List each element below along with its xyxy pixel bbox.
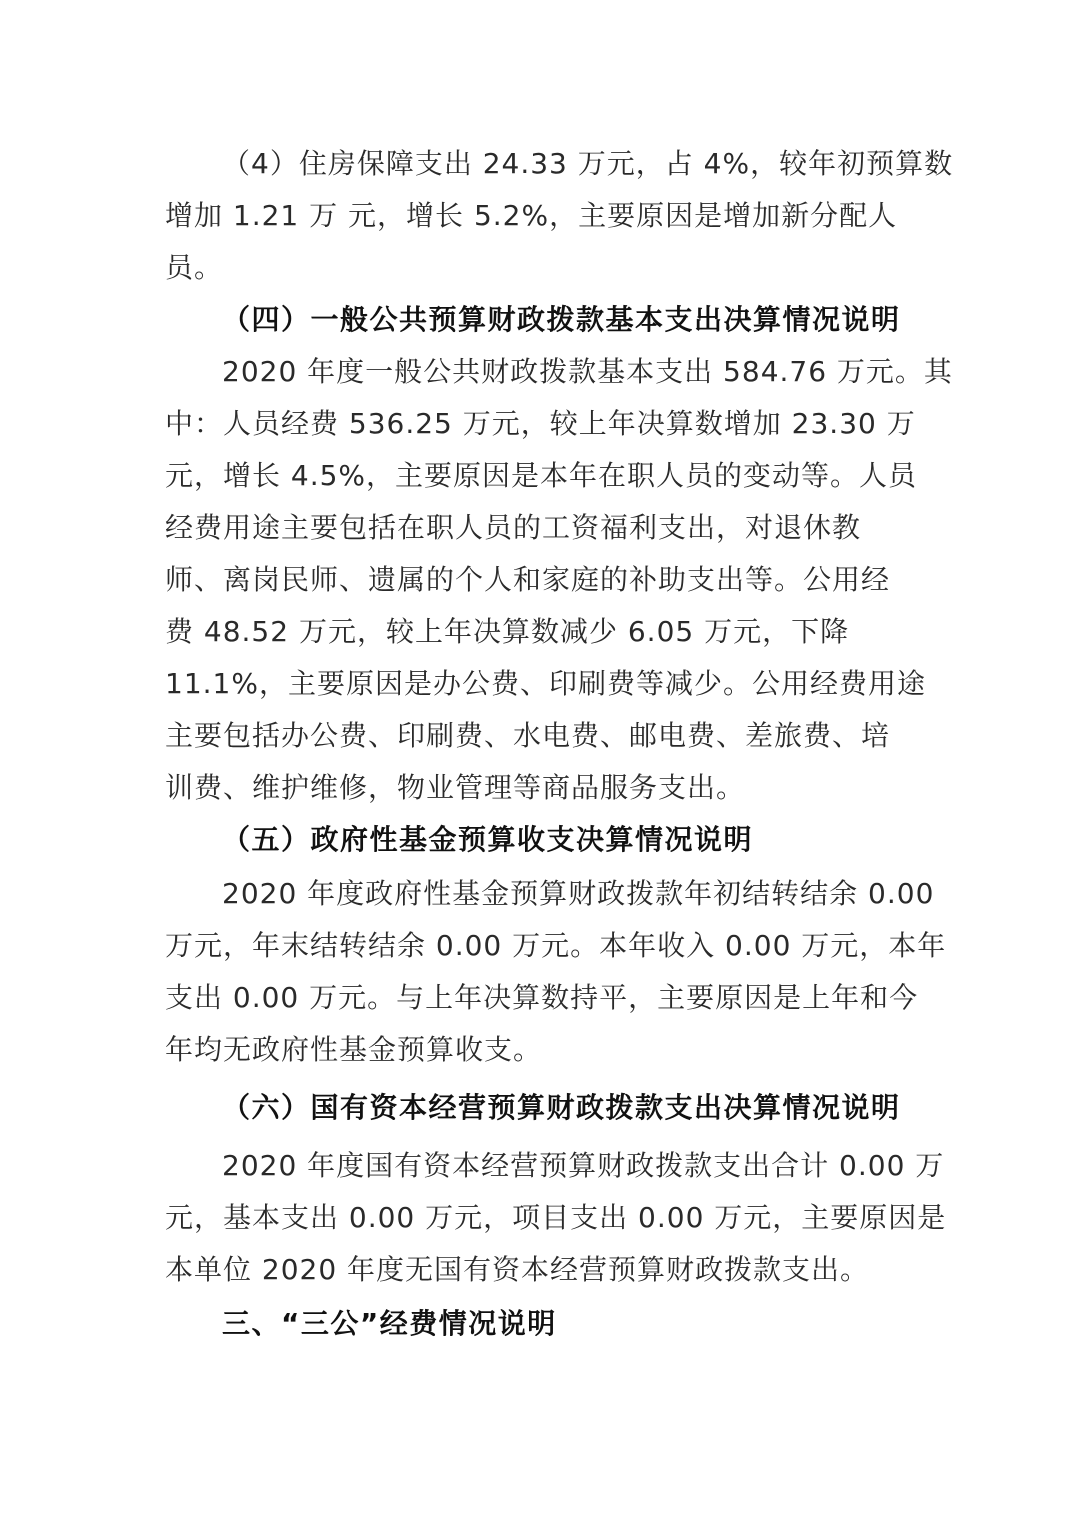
paragraph-line: 费 48.52 万元，较上年决算数减少 6.05 万元，下降 — [165, 615, 850, 648]
paragraph-line: 万元，年末结转结余 0.00 万元。本年收入 0.00 万元，本年 — [165, 929, 947, 962]
paragraph-line: 师、离岗民师、遗属的个人和家庭的补助支出等。公用经 — [165, 563, 891, 596]
paragraph-line: 支出 0.00 万元。与上年决算数持平，主要原因是上年和今 — [165, 981, 919, 1014]
paragraph-line: 中：人员经费 536.25 万元，较上年决算数增加 23.30 万 — [165, 407, 916, 440]
paragraph-line: 员。 — [165, 251, 224, 284]
section-heading-5: （五）政府性基金预算收支决算情况说明 — [222, 823, 754, 856]
paragraph-line: 主要包括办公费、印刷费、水电费、邮电费、差旅费、培 — [165, 719, 891, 752]
section-heading-three: 三、“三公”经费情况说明 — [222, 1307, 557, 1340]
section-heading-6: （六）国有资本经营预算财政拨款支出决算情况说明 — [222, 1091, 901, 1124]
paragraph-line: 2020 年度一般公共财政拨款基本支出 584.76 万元。其 — [222, 355, 953, 388]
paragraph-line: 元，增长 4.5%，主要原因是本年在职人员的变动等。人员 — [165, 459, 918, 492]
paragraph-line: 元，基本支出 0.00 万元，项目支出 0.00 万元，主要原因是 — [165, 1201, 947, 1234]
paragraph-line: 年均无政府性基金预算收支。 — [165, 1033, 543, 1066]
section-heading-4: （四）一般公共预算财政拨款基本支出决算情况说明 — [222, 303, 901, 336]
paragraph-line: 经费用途主要包括在职人员的工资福利支出，对退休教 — [165, 511, 862, 544]
paragraph-line: 11.1%，主要原因是办公费、印刷费等减少。公用经费用途 — [165, 667, 926, 700]
paragraph-line: 2020 年度政府性基金预算财政拨款年初结转结余 0.00 — [222, 877, 935, 910]
paragraph-line: 2020 年度国有资本经营预算财政拨款支出合计 0.00 万 — [222, 1149, 945, 1182]
paragraph-line: （4）住房保障支出 24.33 万元，占 4%，较年初预算数 — [222, 147, 954, 180]
paragraph-line: 增加 1.21 万 元，增长 5.2%，主要原因是增加新分配人 — [165, 199, 898, 232]
paragraph-line: 本单位 2020 年度无国有资本经营预算财政拨款支出。 — [165, 1253, 870, 1286]
paragraph-line: 训费、维护维修，物业管理等商品服务支出。 — [165, 771, 746, 804]
